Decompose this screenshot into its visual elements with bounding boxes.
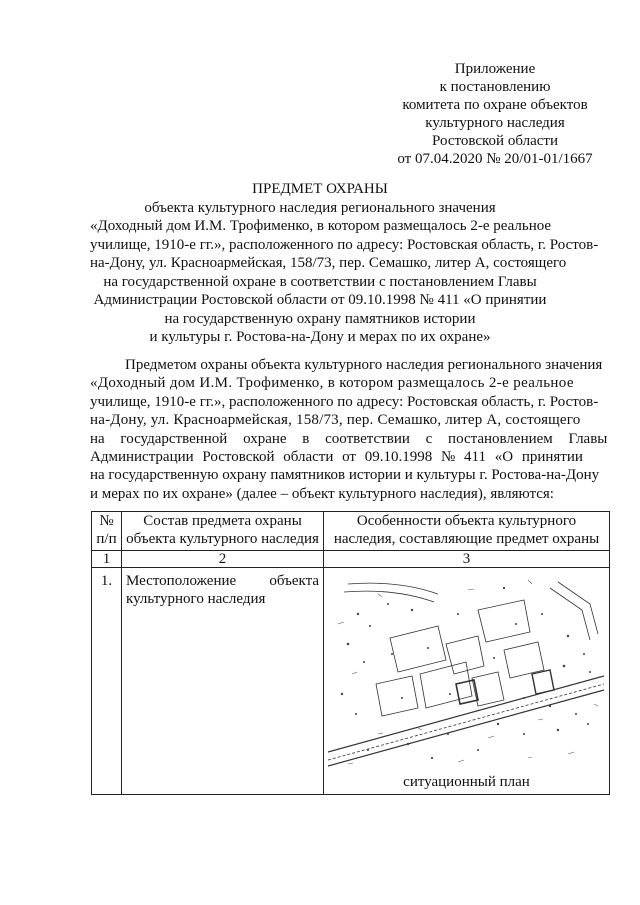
column-number: 1 [92, 551, 122, 568]
header-composition-line: объекта культурного наследия [126, 531, 319, 547]
appendix-line: Приложение [454, 61, 536, 77]
composition-text [122, 568, 323, 608]
appendix-line: Ростовской области [432, 133, 558, 149]
situation-plan-map [328, 574, 604, 770]
column-number-row [92, 551, 610, 568]
title-line: объекта культурного наследия регионального значения [144, 199, 496, 216]
row-number-cell [92, 568, 122, 795]
header-composition [122, 512, 324, 551]
header-features-line: Особенности объекта культурного [356, 513, 577, 529]
header-features-line: наследия, составляющие предмет охраны [333, 531, 600, 547]
body-line: училище, 1910-е гг.», расположенного по адресу: Ростовская область, г. Ростов- [90, 393, 599, 410]
composition-cell [122, 568, 324, 795]
body-paragraph [90, 356, 608, 503]
table-header-row [92, 512, 610, 551]
body-line: на государственную охрану памятников истории и культуры г. Ростова-на-Дону [90, 467, 600, 484]
composition-word: объекта [269, 573, 319, 589]
appendix-line: от 07.04.2020 № 20/01-01/1667 [397, 151, 593, 167]
appendix-block [380, 60, 610, 168]
body-line: на-Дону, ул. Красноармейская, 158/73, пер. Семашко, литер А, состоящего [90, 412, 581, 429]
header-features [324, 512, 610, 551]
composition-word: Местоположение [126, 573, 237, 589]
title-line: на государственную охрану памятников истории [164, 310, 476, 327]
document-title-block [90, 180, 599, 347]
body-line: «Доходный дом И.М. Трофименко, в котором размещалось 2-е реальное [90, 375, 574, 392]
map-caption: ситуационный план [403, 774, 530, 790]
header-number-line: п/п [96, 531, 117, 547]
table-row [92, 568, 610, 795]
body-line: Предметом охраны объекта культурного наследия регионального значения [125, 357, 603, 373]
document-heading: ПРЕДМЕТ ОХРАНЫ [252, 181, 388, 197]
body-line: на государственной охране в соответствии с постановлением Главы [90, 430, 608, 447]
composition-line: культурного наследия [126, 591, 266, 607]
title-line: на государственной охране в соответствии с постановлением Главы [103, 273, 537, 290]
appendix-line: культурного наследия [425, 115, 565, 131]
header-number [92, 512, 122, 551]
body-line: и мерах по их охране» (далее – объект культурного наследия), являются: [90, 485, 554, 502]
column-number: 3 [324, 551, 610, 568]
title-line: «Доходный дом И.М. Трофименко, в котором размещалось 2-е реальное [90, 218, 552, 234]
appendix-line: комитета по охране объектов [402, 97, 588, 113]
row-number: 1. [100, 573, 113, 589]
header-number-line: № [99, 513, 114, 529]
protection-subject-table [91, 511, 610, 795]
title-line: на-Дону, ул. Красноармейская, 158/73, пер. Семашко, литер А, состоящего [90, 255, 567, 271]
situation-plan [324, 568, 609, 794]
features-cell [324, 568, 610, 795]
title-line: училище, 1910-е гг.», расположенного по адресу: Ростовская область, г. Ростов- [90, 236, 599, 253]
column-number: 2 [122, 551, 324, 568]
appendix-line: к постановлению [439, 79, 551, 95]
title-line: и культуры г. Ростова-на-Дону и мерах по их охране» [149, 329, 491, 345]
body-line: Администрации Ростовской области от 09.10.1998 № 411 «О принятии [90, 449, 583, 466]
header-composition-line: Состав предмета охраны [143, 513, 302, 529]
title-line: Администрации Ростовской области от 09.10.1998 № 411 «О принятии [93, 292, 547, 308]
